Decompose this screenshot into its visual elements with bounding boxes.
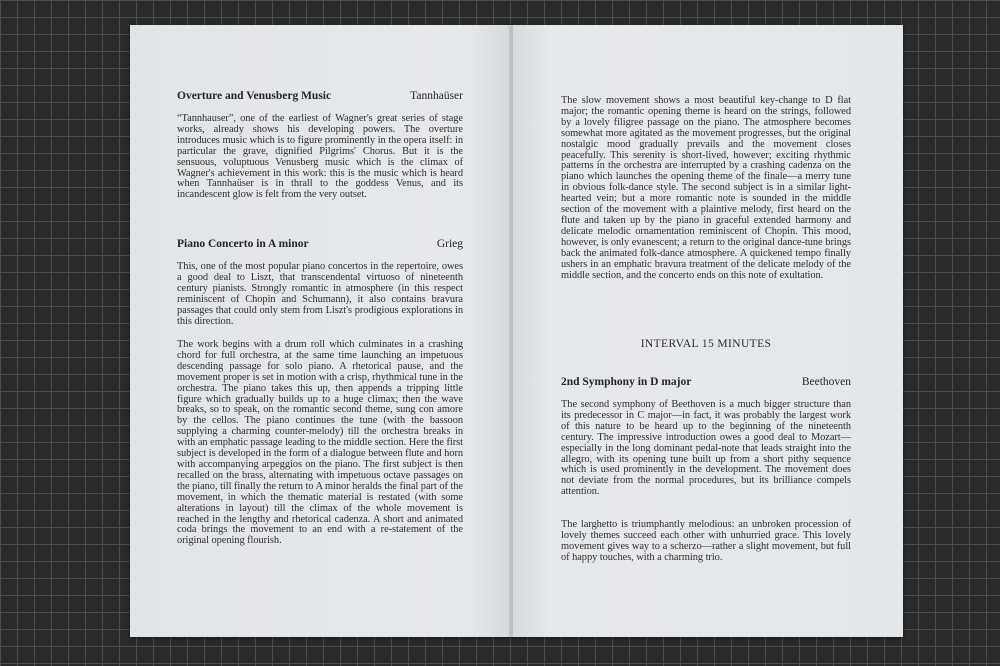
piece-title: 2nd Symphony in D major <box>561 376 692 388</box>
piece-title: Piano Concerto in A minor <box>177 238 309 250</box>
composer-name: Beethoven <box>801 376 851 388</box>
paragraph-beethoven-intro: The second symphony of Beethoven is a much bigger structure than its predecessor in C major—in fact, it was probably the largest work of this nature to be heard up to the beginning of the nineteenth century. The impressive introduction owes a good deal to Mozart—especially in the long dominant pedal-note that leads straight into the allegro, with its opening tune built up from a short pithy sequence which is used prominently in the development. The movement does not deviate from the normal procedures, but its brilliance compels attention. <box>561 399 851 498</box>
interval-notice: INTERVAL 15 MINUTES <box>640 338 772 350</box>
composer-name: Tannhaüser <box>410 90 463 102</box>
paragraph-grieg-intro: This, one of the most popular piano concertos in the repertoire, owes a good deal to Liszt, that transcendental virtuoso of nineteenth century pianists. Strongly romantic in atmosphere (in this respect reminiscent of Chopin and Schumann), it also contains bravura passages that could only stem from Liszt's prodigious explorations in this direction. <box>177 261 463 327</box>
paragraph-tannhauser: “Tannhauser”, one of the earliest of Wagner's great series of stage works, already shows his developing powers. The overture introduces music which is to figure prominently in the opera itself: in particular the grave, dignified Pilgrims' Chorus. But it is the sensuous, voluptuous Venusberg music which is the climax of Wagner's achievement in this work: this is the music which is heard when Tannhaüser is in thrall to the goddess Venus, and its incandescent glow is felt from the very outset. <box>177 113 463 201</box>
paragraph-beethoven-larghetto: The larghetto is triumphantly melodious: an unbroken procession of lovely themes succeed each other with unhurried grace. This lovely movement gives way to a scherzo—rather a slight movement, but full of happy touches, with a charming trio. <box>561 519 851 563</box>
section-heading-tannhauser <box>177 90 463 102</box>
section-heading-grieg <box>177 238 463 250</box>
composer-name: Grieg <box>436 238 463 250</box>
paragraph-grieg-continued: The slow movement shows a most beautiful key-change to D flat major; the romantic opening theme is heard on the strings, followed by a lovely filigree passage on the piano. The atmosphere becomes somewhat more agitated as the movement progresses, but the original nostalgic mood gradually prevails and the movement closes peacefully. This serenity is short-lived, however; exciting rhythmic patterns in the orchestra are interrupted by a crashing cadenza on the piano which launches the opening theme of the finale—a merry tune in obvious folk-dance style. The second subject is in a similar light-hearted vein; but a more romantic note is sounded in the middle section of the movement with a plaintive melody, first heard on the flute and taken up by the piano in graceful extended harmony and delicate melodic ornamentation reminiscent of Chopin. This mood, however, is only evanescent; a return to the original dance-tune brings back the animated folk-dance atmosphere. A quickened tempo finally ushers in an emphatic bravura treatment of the delicate melody of the middle section, and the concerto ends on this note of exultation. <box>561 95 851 281</box>
section-heading-beethoven <box>561 376 851 388</box>
piece-title: Overture and Venusberg Music <box>177 90 332 102</box>
paragraph-grieg-first-movement: The work begins with a drum roll which culminates in a crashing chord for full orchestra, at the same time launching an impetuous descending passage for solo piano. A rhetorical pause, and the movement proper is set in motion with a crisp, rhythmical tune in the orchestra. The piano takes this up, then appends a tripping little figure which gradually builds up to a huge climax; then the wave breaks, so to speak, on the romantic second theme, sung con amore by the cellos. The piano continues the tune (with the bassoon supplying a charming counter-melody) till the orchestra breaks in with an emphatic passage leading to the middle section. Here the first subject is developed in the form of a dialogue between flute and horn with accompanying arpeggios on the piano. The first subject is then recalled on the brass, alternating with impetuous octave passages on the piano, till finally the return to A minor heralds the final part of the movement, in which the thematic material is restated (with some alterations in layout) till the climax of the whole movement is reached in the lengthy and rhetorical cadenza. A short and animated coda brings the movement to an end with a re-statement of the original opening flourish. <box>177 339 463 547</box>
booklet-spine <box>511 25 513 637</box>
